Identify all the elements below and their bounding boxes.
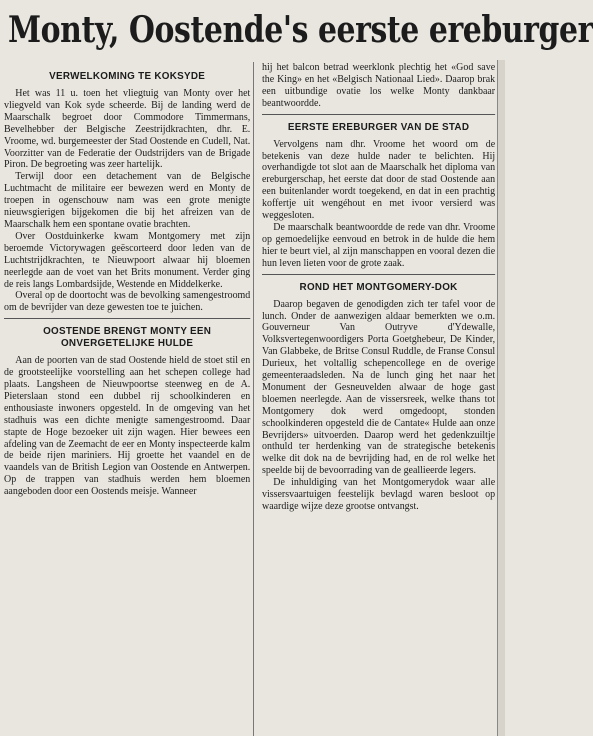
section-rule — [262, 274, 495, 275]
left-column — [4, 62, 250, 736]
adjacent-column-edge — [497, 60, 505, 736]
paragraph: Overal op de doortocht was de bevolking samengestroomd om de bevrijder van deze gewesten toe te juichen. — [4, 290, 251, 314]
section-heading-montgomery-dok: ROND HET MONTGOMERY-DOK — [299, 280, 458, 293]
paragraph: Aan de poorten van de stad Oostende hield de stoet stil en de grootsteelijke voorstelling aan het schepen college had plaats. Langsheen de Nieuwpoortse steenweg en de A. Pieterslaan stond een dubbel rij schoolkinderen en enthousiaste inwoners opgesteld. In de omgeving van het stadhuis was een dichte menigte samengestroomd. Daar stapte de Hoge bezoeker uit zijn wagen. Hier bewees een afdeling van de Zeemacht de eer en Monty inspecteerde kalm de beide rijen mariniers. Hij groette het vaandel en de vaandels van de British Legion van Oostende en Antwerpen. Op de trappen van stadhuis werden hem bloemen aangeboden door een Oostends meisje. Wanneer — [4, 355, 251, 498]
section-rule — [262, 114, 495, 115]
paragraph: De inhuldiging van het Montgomerydok waar alle vissersvaartuigen feestelijk bevlagd waren besloot op waardige wijze deze grootse ontvangst. — [262, 477, 496, 512]
section-rule — [4, 318, 250, 319]
paragraph: hij het balcon betrad weerklonk plechtig het «God save the King» en het «Belgisch Nationaal Lied». Daarop brak een uitbundige ovatie los welke Monty dankbaar beantwoordde. — [262, 62, 496, 109]
paragraph: Daarop begaven de genodigden zich ter tafel voor de lunch. Onder de aanwezigen aldaar bemerkten we o.m. Gouverneur Van Outryve d'Ydewalle, Volksvertegenwoordigers Porta Goetghebeur, De Kinder, Van Glabbeke, de Britse Consul Ruddle, de Franse Consul Durieux, het voltallig schepencollege en de overige gemeenteraadsleden. Na de lunch ging het naar het Monument der Gesneuvelden alwaar de hoge gast bloemen neerlegde. Aan de vissersreek, welke thans tot Montgomery dok werd omgedoopt, stonden schoolkinderen opgesteld die de Cantate« Hulde aan onze Bevrijders» uitvoerden. Daarop werd het gedenkzuiltje onthuld ter herdenking van de strategische betekenis welke dit dok na de bevrijding had, en de rol welke het speelde bij de bevoorrading van de geallieerde legers. — [262, 298, 496, 477]
paragraph: De maarschalk beantwoordde de rede van dhr. Vroome op gemoedelijke eenvoud en betrok in de hulde die hem hier te beurt viel, al zijn manschappen en vooral dezen die hun leven lieten voor de grote zaak. — [262, 221, 496, 269]
right-column — [262, 62, 496, 736]
paragraph: Terwijl door een detachement van de Belgische Luchtmacht de militaire eer bewezen werd en Monty de troepen in ogenschouw nam was een grote menigte nieuwsgierigen bijgekomen die bij het afreizen van de Maarschalk hem een spontane ovatie brachten. — [4, 171, 251, 230]
paragraph: Vervolgens nam dhr. Vroome het woord om de betekenis van deze hulde nader te belichten. Hij overhandigde tot slot aan de Maarschalk het diploma van ereburgerschap, het eerste dat door de stad Oostende aan een buitenlander wordt toegekend, en dat in een prachtig koffertje uit wengéhout en met ivoor versierd was weggesloten. — [262, 138, 496, 222]
section-heading-verwelkoming: VERWELKOMING TE KOKSYDE — [49, 70, 206, 82]
column-divider — [253, 62, 254, 736]
paragraph: Over Oostduinkerke kwam Montgomery met zijn beroemde Victorywagen geëscorteerd door leden van de Luchtstrijdkrachten, te Nieuwpoort alwaar hij bloemen neerlegde aan de voet van het Brits monument. Verder ging de reis langs Lombardsijde, Westende en Middelkerke. — [4, 230, 251, 290]
headline: Monty, Oostende's eerste ereburger — [8, 9, 593, 51]
paragraph: Het was 11 u. toen het vliegtuig van Monty over het vliegveld van Kok syde scheerde. Bij de landing werd de Maarschalk begroet door Commodore Timmermans, Bevelhebber der Belgische Zeestrijdkrachten, dhr. E. Vroome, wd. burgemeester der Stad Oostende en Cudell, Nat. Voorzitter van de Federatie der Oudstrijders van de Brigade Piron. De begroeting was zeer hartelijk. — [4, 88, 251, 171]
section-heading-oostende-hulde: OOSTENDE BRENGT MONTY EEN ONVERGETELIJKE HULDE — [43, 325, 212, 350]
section-heading-eerste-ereburger: EERSTE EREBURGER VAN DE STAD — [287, 120, 470, 133]
